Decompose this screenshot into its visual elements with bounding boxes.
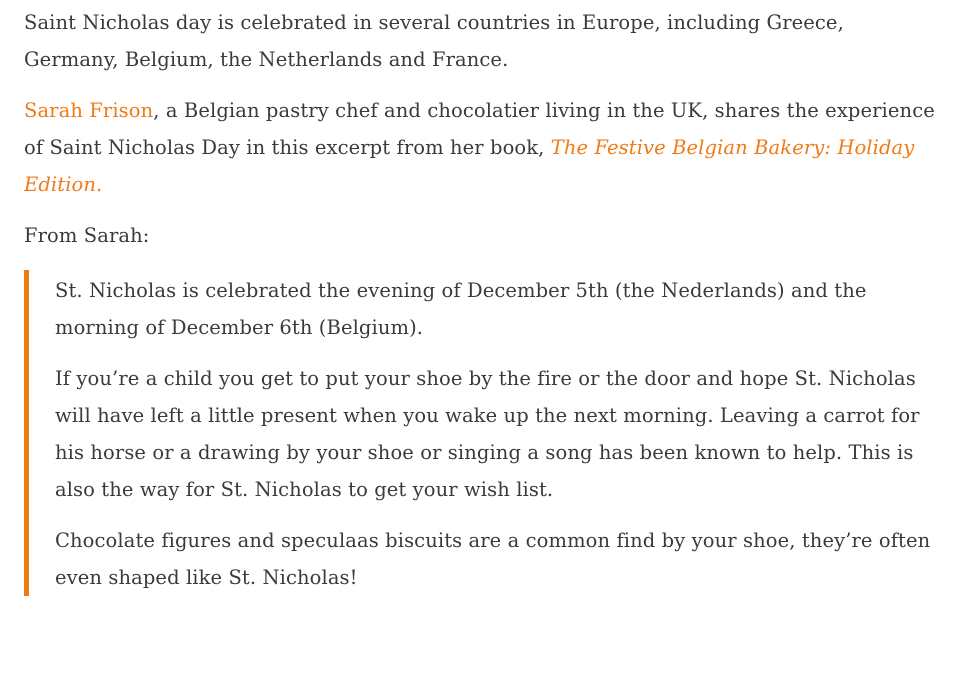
excerpt-blockquote: [24, 270, 942, 596]
quote-paragraph-1: St. Nicholas is celebrated the evening of December 5th (the Nederlands) and the morning of December 6th (Belgium).: [55, 279, 867, 339]
intro-paragraph: Saint Nicholas day is celebrated in several countries in Europe, including Greece, Germany, Belgium, the Netherlands and France.: [24, 11, 844, 71]
quote-paragraph-2: If you’re a child you get to put your shoe by the fire or the door and hope St. Nicholas will have left a little present when you wake up the next morning. Leaving a carrot for his horse or a drawing by your shoe or singing a song has been known to help. This is also the way for St. Nicholas to get your wish list.: [55, 367, 920, 501]
quote-paragraph-3: Chocolate figures and speculaas biscuits are a common find by your shoe, they’re often even shaped like St. Nicholas!: [55, 529, 931, 589]
author-link[interactable]: Sarah Frison: [24, 99, 154, 122]
author-paragraph: [24, 92, 942, 203]
from-label: From Sarah:: [24, 224, 150, 247]
book-title: The Festive Belgian Bakery: Holiday Edition.: [24, 136, 915, 196]
author-description: , a Belgian pastry chef and chocolatier living in the UK, shares the experience of Saint Nicholas Day in this excerpt from her book,: [24, 99, 935, 159]
